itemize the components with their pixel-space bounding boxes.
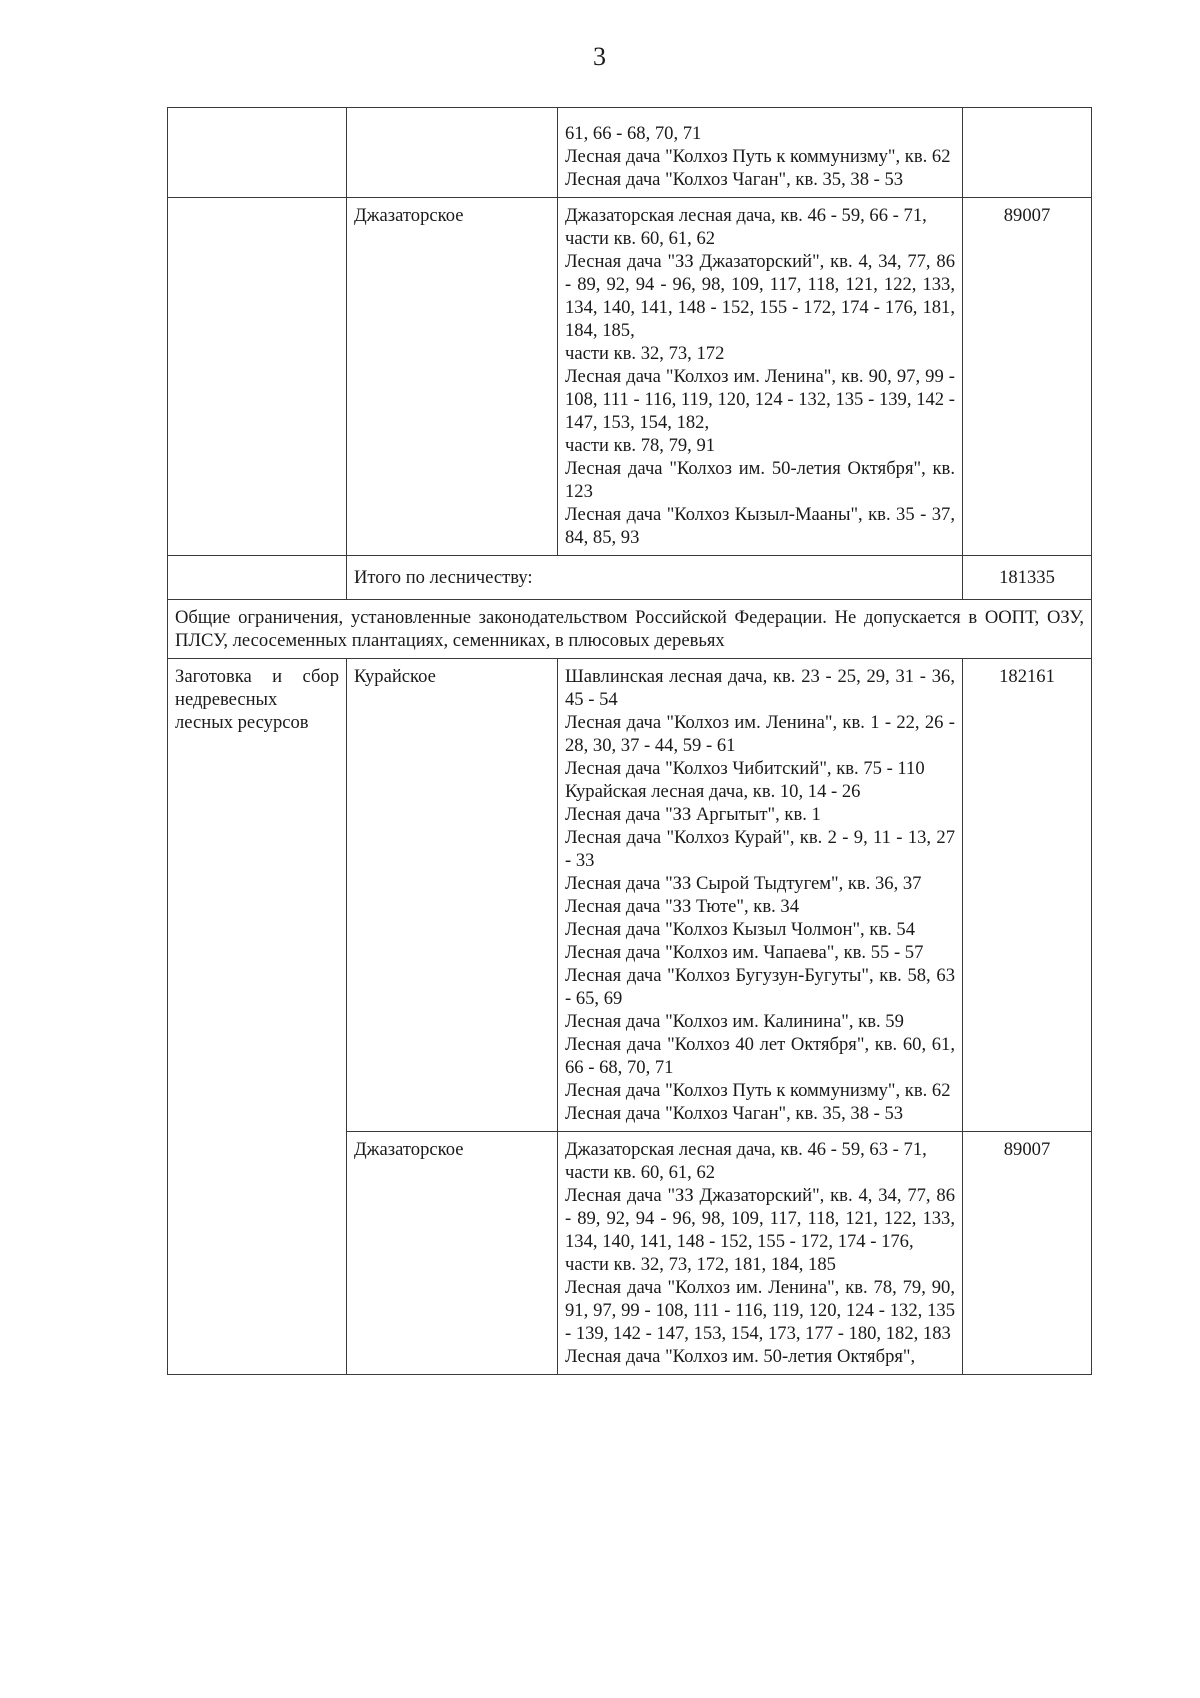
quarters-cell <box>558 1132 963 1375</box>
table-row-general-restrictions <box>168 600 1092 659</box>
quarters-line: части кв. 60, 61, 62 <box>565 228 716 249</box>
activity-cell-empty <box>168 198 347 556</box>
total-value: 181335 <box>963 556 1092 600</box>
quarters-line: Лесная дача "ЗЗ Сырой Тыдтугем", кв. 36, 37 <box>565 873 922 894</box>
quarters-line: 61, 66 - 68, 70, 71 <box>565 123 702 144</box>
quarters-line: Лесная дача "Колхоз им. Калинина", кв. 59 <box>565 1011 904 1032</box>
table-row-continuation <box>168 108 1092 198</box>
forestry-name: Курайское <box>347 659 558 1132</box>
quarters-line: Лесная дача "Колхоз Курай", кв. 2 - 9, 11 - 13, 27 - 33 <box>565 827 955 871</box>
quarters-line: Лесная дача "Колхоз Бугузун-Бугуты", кв. 58, 63 - 65, 69 <box>565 965 955 1009</box>
quarters-cell <box>558 659 963 1132</box>
quarters-line: Лесная дача "ЗЗ Аргытыт", кв. 1 <box>565 804 821 825</box>
forestry-name: Джазаторское <box>347 198 558 556</box>
quarters-line: Лесная дача "Колхоз Путь к коммунизму", кв. 62 <box>565 146 951 167</box>
quarters-line: части кв. 32, 73, 172 <box>565 343 725 364</box>
quarters-line: Лесная дача "ЗЗ Тюте", кв. 34 <box>565 896 799 917</box>
quarters-line: Лесная дача "Колхоз Путь к коммунизму", кв. 62 <box>565 1080 951 1101</box>
quarters-line: Лесная дача "Колхоз Кызыл Чолмон", кв. 54 <box>565 919 916 940</box>
quarters-cell <box>558 198 963 556</box>
quarters-line: Лесная дача "Колхоз Чаган", кв. 35, 38 - 53 <box>565 1103 904 1124</box>
quarters-cell <box>558 108 963 198</box>
quarters-line: Джазаторская лесная дача, кв. 46 - 59, 63 - 71, <box>565 1139 927 1160</box>
activity-cell-empty <box>168 108 347 198</box>
forest-use-table <box>167 107 1092 1375</box>
quarters-line: части кв. 78, 79, 91 <box>565 435 716 456</box>
quarters-line: Лесная дача "Колхоз Чибитский", кв. 75 - 110 <box>565 758 925 779</box>
quarters-line: Лесная дача "Колхоз им. Ленина", кв. 78, 79, 90, 91, 97, 99 - 108, 111 - 116, 119, 120, 124 - 132, 135 - 139, 142 - 147, 153, 154, 173, 177 - 180, 182, 183 <box>565 1277 955 1344</box>
quarters-line: Лесная дача "Колхоз им. 50-летия Октября", кв. 123 <box>565 458 955 502</box>
quarters-line: Курайская лесная дача, кв. 10, 14 - 26 <box>565 781 861 802</box>
forestry-cell-empty <box>347 108 558 198</box>
quarters-line: Лесная дача "Колхоз им. Чапаева", кв. 55 - 57 <box>565 942 924 963</box>
activity-cell-empty <box>168 556 347 600</box>
quarters-line: Лесная дача "ЗЗ Джазаторский", кв. 4, 34, 77, 86 - 89, 92, 94 - 96, 98, 109, 117, 118, 121, 122, 133, 134, 140, 141, 148 - 152, 155 - 172, 174 - 176, <box>565 1185 955 1252</box>
quarters-line: Лесная дача "Колхоз им. 50-летия Октября", <box>565 1346 916 1367</box>
table-row-dzhazator <box>168 198 1092 556</box>
quarters-line: Лесная дача "Колхоз Кызыл-Мааны", кв. 35 - 37, 84, 85, 93 <box>565 504 955 548</box>
total-label: Итого по лесничеству: <box>347 556 963 600</box>
quarters-line: части кв. 60, 61, 62 <box>565 1162 716 1183</box>
quarters-line: Лесная дача "ЗЗ Джазаторский", кв. 4, 34, 77, 86 - 89, 92, 94 - 96, 98, 109, 117, 118, 121, 122, 133, 134, 140, 141, 148 - 152, 155 - 172, 174 - 176, 181, 184, 185, <box>565 251 955 341</box>
area-cell-empty <box>963 108 1092 198</box>
quarters-line: Лесная дача "Колхоз им. Ленина", кв. 1 - 22, 26 - 28, 30, 37 - 44, 59 - 61 <box>565 712 955 756</box>
table-row-kurai <box>168 659 1092 1132</box>
quarters-line: Лесная дача "Колхоз Чаган", кв. 35, 38 - 53 <box>565 169 904 190</box>
quarters-line: Шавлинская лесная дача, кв. 23 - 25, 29, 31 - 36, 45 - 54 <box>565 666 955 710</box>
activity-name: Заготовка и сбор недревесных лесных ресурсов <box>168 659 347 1375</box>
quarters-line: части кв. 32, 73, 172, 181, 184, 185 <box>565 1254 836 1275</box>
general-restrictions-text: Общие ограничения, установленные законодательством Российской Федерации. Не допускается в ООПТ, ОЗУ, ПЛСУ, лесосеменных плантациях, семенниках, в плюсовых деревьях <box>168 600 1092 659</box>
quarters-line: Лесная дача "Колхоз 40 лет Октября", кв. 60, 61, 66 - 68, 70, 71 <box>565 1034 955 1078</box>
area-value: 89007 <box>963 198 1092 556</box>
table-row-total <box>168 556 1092 600</box>
quarters-line: Джазаторская лесная дача, кв. 46 - 59, 66 - 71, <box>565 205 927 226</box>
forestry-name: Джазаторское <box>347 1132 558 1375</box>
quarters-line: Лесная дача "Колхоз им. Ленина", кв. 90, 97, 99 - 108, 111 - 116, 119, 120, 124 - 132, 135 - 139, 142 - 147, 153, 154, 182, <box>565 366 955 433</box>
area-value: 182161 <box>963 659 1092 1132</box>
page-number: 3 <box>593 42 607 71</box>
area-value: 89007 <box>963 1132 1092 1375</box>
